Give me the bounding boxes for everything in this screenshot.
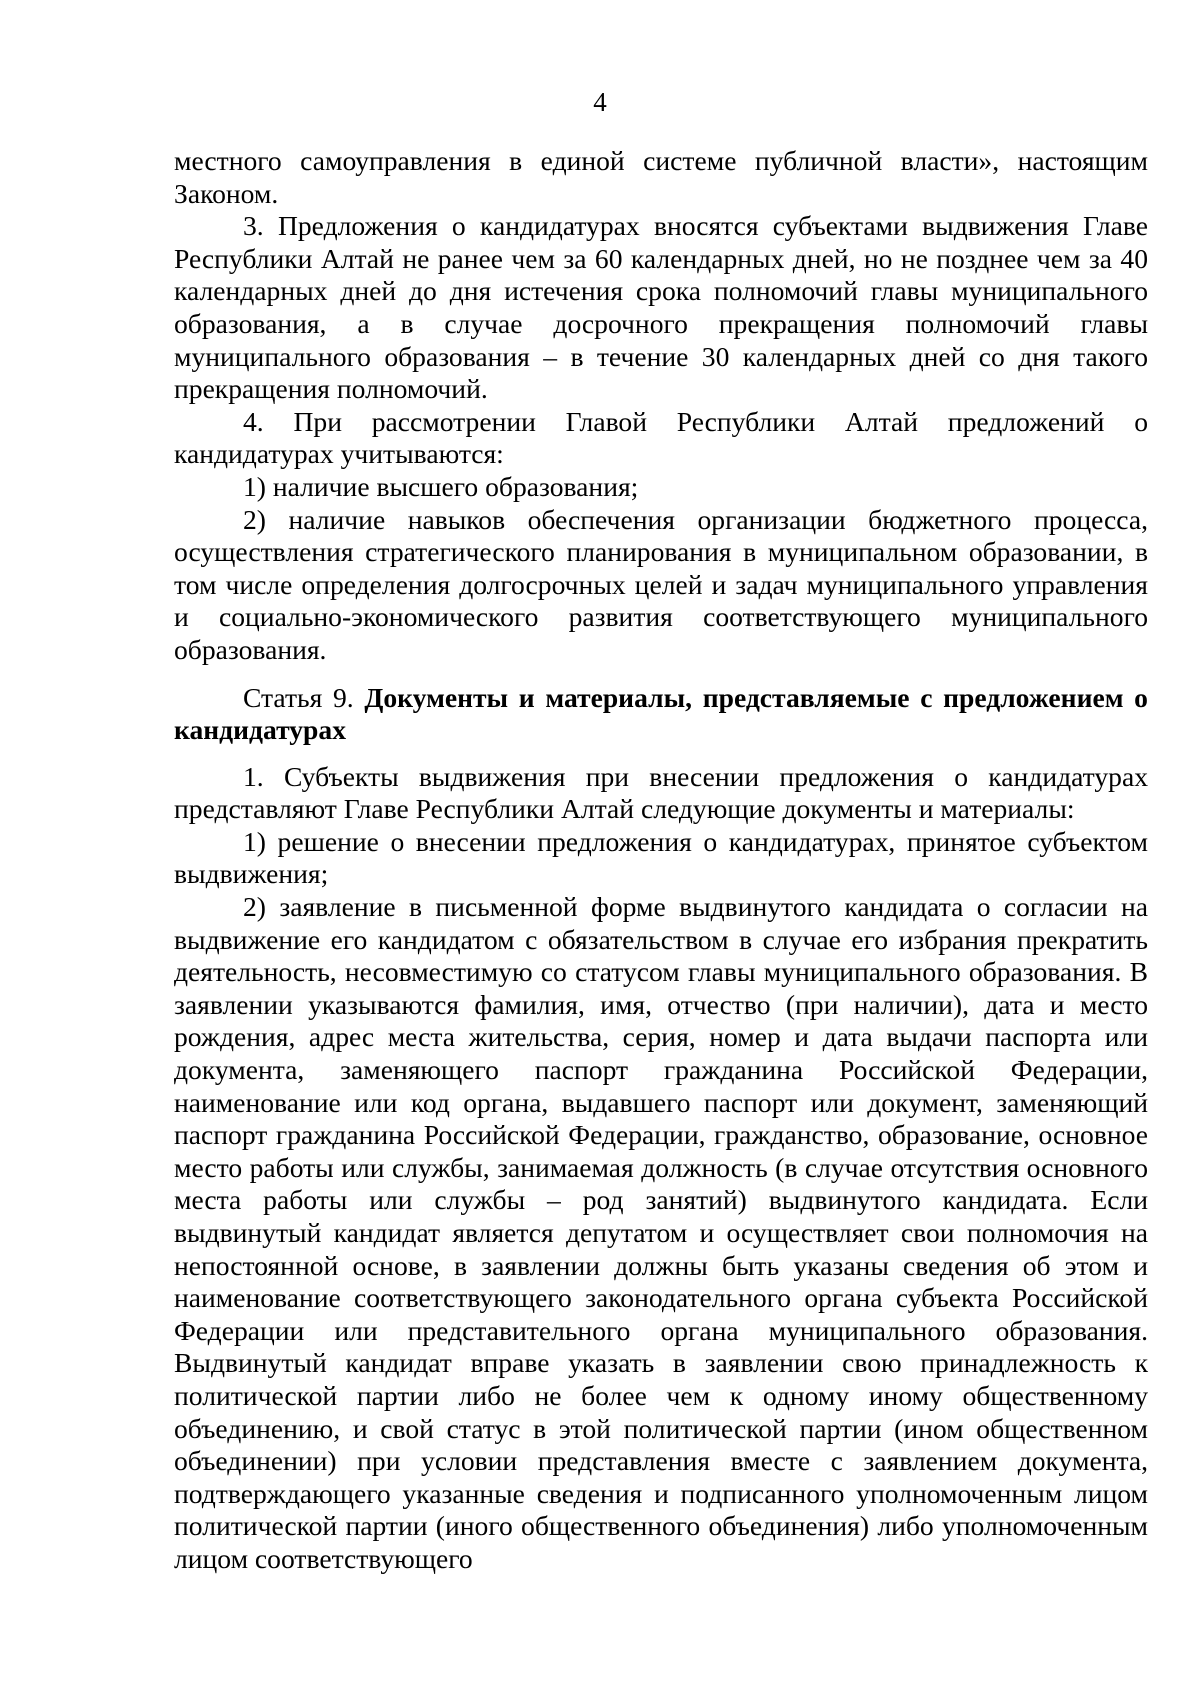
paragraph: 1. Субъекты выдвижения при внесении предложения о кандидатурах представляют Главе Республики Алтай следующие документы и материалы: xyxy=(174,760,1148,825)
document-body xyxy=(174,145,1148,1576)
article-label: Статья 9. xyxy=(243,681,354,713)
paragraph: местного самоуправления в единой системе публичной власти», настоящим Законом. xyxy=(174,145,1148,209)
list-item: 2) наличие навыков обеспечения организации бюджетного процесса, осуществления стратегического планирования в муниципальном образовании, в том числе определения долгосрочных целей и задач муниципального управления и социально-экономического развития соответствующего муниципального образования. xyxy=(174,503,1148,665)
paragraph: 4. При рассмотрении Главой Республики Алтай предложений о кандидатурах учитываются: xyxy=(174,405,1148,470)
list-item: 1) решение о внесении предложения о кандидатурах, принятое субъектом выдвижения; xyxy=(174,825,1148,890)
list-item: 2) заявление в письменной форме выдвинутого кандидата о согласии на выдвижение его кандидатом с обязательством в случае его избрания прекратить деятельность, несовместимую со статусом главы муниципального образования. В заявлении указываются фамилия, имя, отчество (при наличии), дата и место рождения, адрес места жительства, серия, номер и дата выдачи паспорта или документа, заменяющего паспорт гражданина Российской Федерации, наименование или код органа, выдавшего паспорт или документ, заменяющий паспорт гражданина Российской Федерации, гражданство, образование, основное место работы или службы, занимаемая должность (в случае отсутствия основного места работы или службы – род занятий) выдвинутого кандидата. Если выдвинутый кандидат является депутатом и осуществляет свои полномочия на непостоянной основе, в заявлении должны быть указаны сведения об этом и наименование соответствующего законодательного органа субъекта Российской Федерации или представительного органа муниципального образования. Выдвинутый кандидат вправе указать в заявлении свою принадлежность к политической партии либо не более чем к одному иному общественному объединению, и свой статус в этой политической партии (ином общественном объединении) при условии представления вместе с заявлением документа, подтверждающего указанные сведения и подписанного уполномоченным лицом политической партии (иного общественного объединения) либо уполномоченным лицом соответствующего xyxy=(174,891,1148,1574)
list-item: 1) наличие высшего образования; xyxy=(243,470,639,502)
paragraph: 3. Предложения о кандидатурах вносятся субъектами выдвижения Главе Республики Алтай не ранее чем за 60 календарных дней, но не позднее чем за 40 календарных дней до дня истечения срока полномочий главы муниципального образования, а в случае досрочного прекращения полномочий главы муниципального образования – в течение 30 календарных дней со дня такого прекращения полномочий. xyxy=(174,210,1148,405)
article-title: Документы и материалы, представляемые с предложением о кандидатурах xyxy=(174,681,1148,746)
page-number: 4 xyxy=(593,87,607,117)
article-heading xyxy=(174,682,1148,747)
